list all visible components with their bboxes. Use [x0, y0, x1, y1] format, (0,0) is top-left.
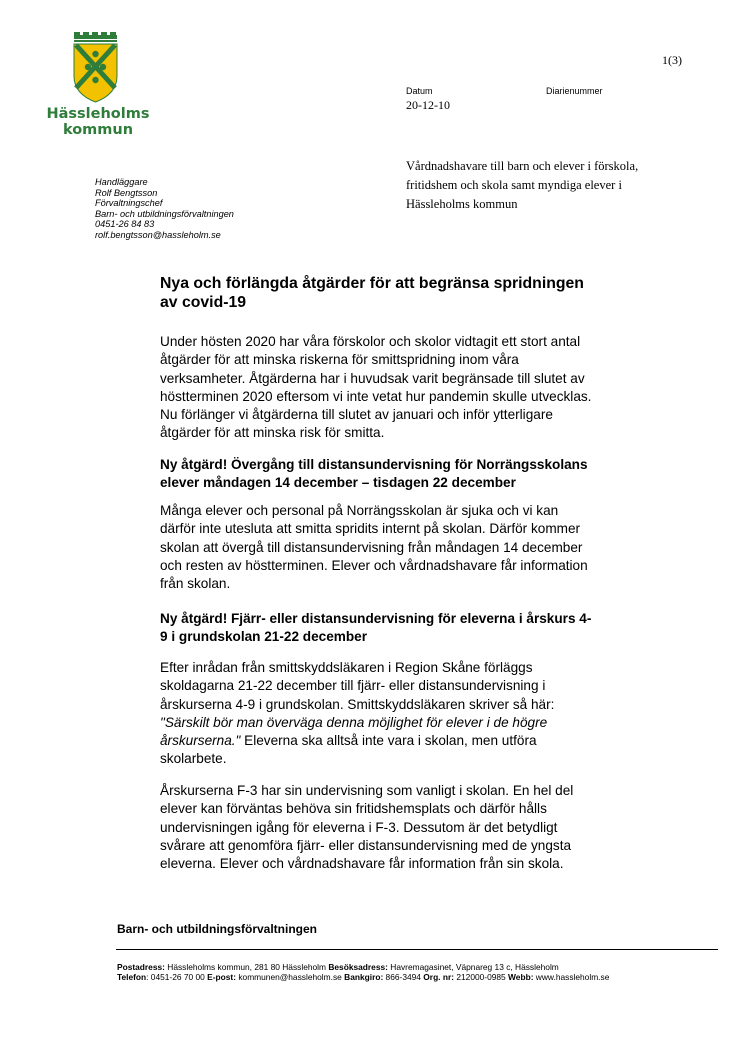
org-number: 212000-0985 — [454, 972, 509, 982]
text-line: och resten av höstterminen. Elever och vårdnadshavare får information — [160, 557, 588, 573]
text-line: skolarbete. — [160, 751, 227, 767]
phone-label: Telefon — [117, 972, 147, 982]
date-label: Datum — [406, 86, 433, 96]
text-line: elever kan förväntas behöva sin fritidshemsplats och därför hålls — [160, 801, 547, 817]
intro-paragraph — [160, 333, 660, 443]
text-line: åtgärder för att minska risk för smitta. — [160, 425, 385, 441]
org-number-label: Org. nr: — [423, 972, 455, 982]
postal-address-label: Postadress: — [117, 962, 165, 972]
website-label: Webb: — [508, 972, 534, 982]
website: www.hassleholm.se — [533, 972, 610, 982]
text-line: årskurserna 4-9 i grundskolan. Smittskyddsläkaren skriver så här: — [160, 696, 555, 712]
recipient-block — [406, 157, 706, 214]
reference-number-label: Diarienummer — [546, 86, 603, 96]
bankgiro: 866-3494 — [383, 972, 424, 982]
text-line — [160, 732, 660, 750]
title-line: av covid-19 — [160, 294, 247, 311]
text-line: skoldagarna 21-22 december till fjärr- eller distansundervisning i — [160, 678, 546, 694]
title-line: Nya och förlängda åtgärder för att begränsa spridningen — [160, 275, 584, 292]
logo-text-line1: Hässleholms — [46, 106, 150, 122]
text-line: eleverna. Elever och vårdnadshavare får information från sin skola. — [160, 856, 564, 872]
coat-of-arms-logo — [72, 32, 124, 104]
text-line: Årskurserna F-3 har sin undervisning som vanligt i skolan. En hel del — [160, 783, 574, 798]
text-line: skolan att övergå till distansundervisning från måndagen 14 december — [160, 539, 583, 555]
text-line: Efter inrådan från smittskyddsläkaren i Region Skåne förläggs — [160, 660, 533, 675]
page-number: 1(3) — [662, 53, 682, 67]
text-line: svårare att genomföra fjärr- eller distansundervisning med de yngsta — [160, 837, 572, 853]
text-line: verksamheter. Åtgärderna har i huvudsak varit begränsade till slutet av — [160, 370, 585, 386]
visiting-address-label: Besöksadress: — [328, 962, 388, 972]
heading-line: Ny åtgärd! Övergång till distansundervisning för Norrängsskolans — [160, 457, 588, 472]
section2-heading — [160, 610, 660, 647]
case-officer-line: Handläggare — [95, 177, 148, 187]
case-officer-line: Barn- och utbildningsförvaltningen — [95, 208, 234, 219]
section1-heading — [160, 456, 660, 493]
email-label: E-post: — [207, 972, 237, 982]
section2-paragraph2 — [160, 782, 660, 873]
text-line: Nu förlänger vi åtgärderna till slutet av januari och inför ytterligare — [160, 407, 553, 423]
text-line: undervisningen igång för eleverna i F-3. Dessutom är det betydligt — [160, 819, 558, 835]
postal-address: Hässleholms kommun, 281 80 Hässleholm — [164, 962, 329, 972]
footer-line-2 — [117, 972, 609, 982]
heading-line: 9 i grundskolan 21-22 december — [160, 629, 368, 645]
text-line: Under hösten 2020 har våra förskolor och skolor vidtagit ett stort antal — [160, 334, 581, 349]
footer-line-1 — [117, 962, 609, 972]
recipient-line: Vårdnadshavare till barn och elever i förskola, — [406, 159, 639, 173]
footer-organization: Barn- och utbildningsförvaltningen — [117, 922, 317, 936]
case-officer-block — [95, 177, 234, 241]
recipient-line: fritidshem och skola samt myndiga elever i — [406, 178, 622, 192]
case-officer-line: Förvaltningschef — [95, 198, 163, 209]
visiting-address: Havremagasinet, Väpnareg 13 c, Hässleholm — [387, 962, 559, 972]
text-line: höstterminen 2020 eftersom vi inte vetat hur pandemin skulle utvecklas. — [160, 388, 592, 404]
email: kommunen@hassleholm.se — [236, 972, 345, 982]
case-officer-line: 0451-26 84 83 — [95, 219, 155, 230]
phone: : 0451-26 70 00 — [146, 972, 208, 982]
case-officer-line: Rolf Bengtsson — [95, 187, 158, 198]
case-officer-email: rolf.bengtsson@hassleholm.se — [95, 229, 221, 240]
footer-contact — [117, 962, 609, 982]
section1-paragraph — [160, 502, 660, 593]
crown-icon — [74, 32, 117, 42]
section2-paragraph — [160, 659, 660, 769]
bankgiro-label: Bankgiro: — [344, 972, 384, 982]
municipality-name-logo — [44, 106, 152, 138]
heading-line: elever måndagen 14 december – tisdagen 22 december — [160, 475, 516, 491]
text-line: åtgärder för att minska riskerna för smittspridning inom våra — [160, 352, 519, 368]
document-title — [160, 274, 660, 312]
text-line: Många elever och personal på Norrängsskolan är sjuka och vi kan — [160, 503, 559, 518]
date-value: 20-12-10 — [406, 98, 450, 112]
heading-line: Ny åtgärd! Fjärr- eller distansundervisning för eleverna i årskurs 4- — [160, 611, 592, 626]
text-line: från skolan. — [160, 576, 231, 592]
text-span: Eleverna ska alltså inte vara i skolan, men utföra — [240, 733, 537, 749]
text-line: därför inte utesluta att smitta spridits internt på skolan. Därför kommer — [160, 521, 581, 537]
footer-divider — [116, 949, 718, 950]
logo-text-line2: kommun — [62, 122, 134, 138]
quote-end: årskurserna." — [160, 733, 241, 749]
recipient-line: Hässleholms kommun — [406, 197, 518, 211]
quote-line: "Särskilt bör man överväga denna möjlighet för elever i de högre — [160, 714, 548, 730]
